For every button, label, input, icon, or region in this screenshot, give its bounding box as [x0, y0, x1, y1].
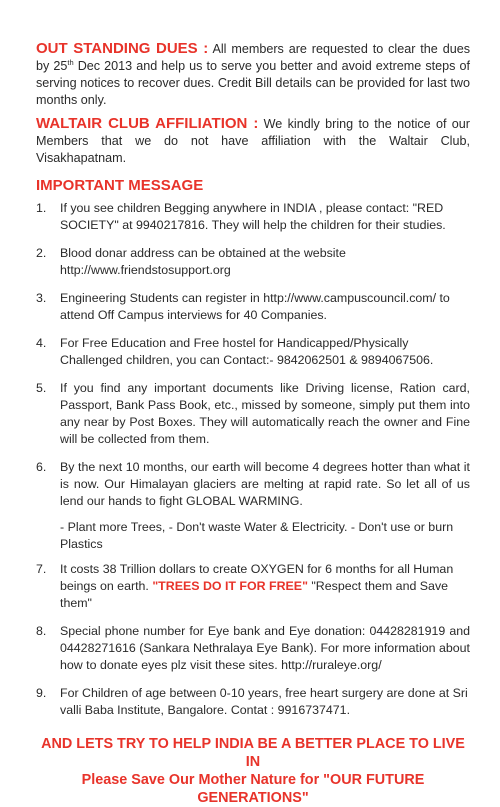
- list-item-text: Special phone number for Eye bank and Eye donation: 04428281919 and 04428271616 (Sankara Nethralaya Eye Bank). For more information about how to donate eyes plz visit these sites. http://ruraleye.org/: [60, 624, 470, 672]
- important-heading: IMPORTANT MESSAGE: [36, 177, 204, 194]
- important-list-continued: [36, 561, 470, 719]
- dues-heading: OUT STANDING DUES :: [36, 40, 209, 57]
- list-item-3: [36, 290, 470, 324]
- list-item-number: 6.: [36, 460, 47, 474]
- list-item-text: By the next 10 months, our earth will become 4 degrees hotter than what it is now. Our Himalayan glaciers are melting at rapid rate. So let all of us lend our hands to fight GLOBAL WARMING.: [60, 460, 470, 508]
- list-item-5: [36, 380, 470, 448]
- list-item-text-end: "Respect them and Save them": [60, 579, 449, 610]
- list-item-text: For Children of age between 0-10 years, free heart surgery are done at Sri valli Baba Institute, Bangalore. Contat : 9916737471.: [60, 686, 468, 717]
- footer-message: [36, 735, 470, 807]
- list-item-number: 3.: [36, 291, 47, 305]
- list-item-8: [36, 623, 470, 674]
- list-item-2: [36, 245, 470, 279]
- list-item-text: Engineering Students can register in http://www.campuscouncil.com/ to attend Off Campus interviews for 40 Companies.: [60, 291, 450, 322]
- list-item-9: [36, 685, 470, 719]
- dues-paragraph: [36, 40, 470, 109]
- footer-line-2: Please Save Our Mother Nature for "OUR FUTURE GENERATIONS": [81, 772, 425, 806]
- list-item-number: 9.: [36, 686, 47, 700]
- dues-text-b: Dec 2013 and help us to serve you better and avoid extreme steps of serving notices to recover dues. Credit Bill details can be provided for last two months only.: [36, 59, 471, 107]
- list-item-4: [36, 335, 470, 369]
- dues-text-a: All members are requested to clear the dues by 25: [36, 42, 471, 73]
- waltair-text: We kindly bring to the notice of our Members that we do not have affiliation with the Waltair Club, Visakhapatnam.: [36, 117, 470, 165]
- list-item-1: [36, 200, 470, 234]
- footer-line-1: AND LETS TRY TO HELP INDIA BE A BETTER PLACE TO LIVE IN: [41, 736, 465, 770]
- waltair-paragraph: [36, 115, 470, 167]
- list-item-number: 5.: [36, 381, 47, 395]
- list-item-text: It costs 38 Trillion dollars to create OXYGEN for 6 months for all Human beings on earth.: [60, 562, 454, 593]
- list-item-text: Blood donar address can be obtained at the website http://www.friendstosupport.org: [60, 246, 346, 277]
- list-item-number: 7.: [36, 562, 47, 576]
- dues-superscript: th: [67, 57, 74, 67]
- list-item-7: [36, 561, 470, 612]
- eco-tips-line: - Plant more Trees, - Don't waste Water & Electricity. - Don't use or burn Plastics: [60, 520, 454, 551]
- list-item-text: If you see children Begging anywhere in INDIA , please contact: "RED SOCIETY" at 9940217816. They will help the children for their studies.: [60, 201, 446, 232]
- list-item-6: [36, 459, 470, 510]
- waltair-heading: WALTAIR CLUB AFFILIATION :: [36, 115, 259, 132]
- trees-highlight: "TREES DO IT FOR FREE": [152, 579, 308, 593]
- list-item-number: 2.: [36, 246, 47, 260]
- important-list: [36, 200, 470, 510]
- list-item-number: 8.: [36, 624, 47, 638]
- list-item-text: If you find any important documents like Driving license, Ration card, Passport, Bank Pass Book, etc., missed by someone, simply put them into any near by Post Boxes. They will automatically reach the owner and Fine will be collected from them.: [60, 381, 470, 446]
- list-item-number: 4.: [36, 336, 47, 350]
- list-item-number: 1.: [36, 201, 47, 215]
- list-item-text: For Free Education and Free hostel for Handicapped/Physically Challenged children, you can Contact:- 9842062501 & 9894067506.: [60, 336, 434, 367]
